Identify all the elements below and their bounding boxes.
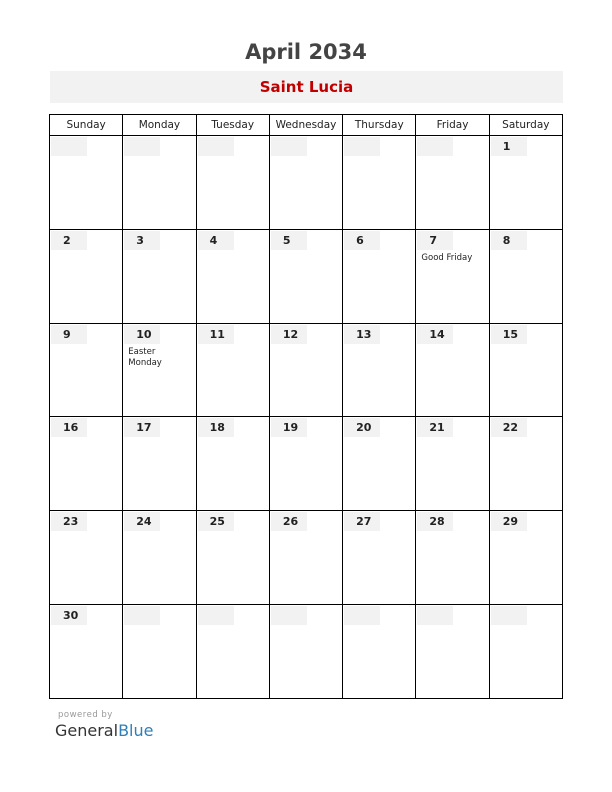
brand-blue: Blue [118,721,154,740]
day-cell [50,417,123,511]
day-number: 14 [417,325,453,344]
empty-day-cell [123,136,196,230]
day-number: 20 [344,418,380,437]
weekday-thursday: Thursday [343,115,416,136]
day-number: 11 [198,325,234,344]
day-number: 12 [271,325,307,344]
day-number [271,606,307,625]
day-number: 3 [124,231,160,250]
day-number: 7 [417,231,453,250]
day-number: 16 [51,418,87,437]
day-number [198,606,234,625]
weekday-monday: Monday [123,115,196,136]
day-cell [489,136,562,230]
powered-by-text: powered by [58,710,113,720]
holiday-label: Easter Monday [128,346,162,368]
weekday-wednesday: Wednesday [269,115,342,136]
empty-day-cell [416,136,489,230]
day-number: 1 [491,137,527,156]
week-row [50,605,563,699]
day-number: 9 [51,325,87,344]
empty-day-cell [269,136,342,230]
day-cell [489,229,562,323]
day-cell [489,511,562,605]
day-cell [269,323,342,417]
day-number [124,137,160,156]
weekday-friday: Friday [416,115,489,136]
empty-day-cell [489,605,562,699]
week-row [50,417,563,511]
country-band [50,71,563,103]
day-cell [196,323,269,417]
day-number: 2 [51,231,87,250]
day-cell [123,323,196,417]
day-cell [196,417,269,511]
day-number [344,606,380,625]
day-number: 21 [417,418,453,437]
day-cell [416,417,489,511]
day-number [344,137,380,156]
day-number: 8 [491,231,527,250]
day-number: 24 [124,512,160,531]
day-cell [343,511,416,605]
day-cell [123,417,196,511]
weekday-tuesday: Tuesday [196,115,269,136]
day-cell [269,229,342,323]
empty-day-cell [343,136,416,230]
day-number: 28 [417,512,453,531]
day-cell [50,605,123,699]
empty-day-cell [416,605,489,699]
day-number: 10 [124,325,160,344]
day-cell [489,323,562,417]
day-number: 29 [491,512,527,531]
holiday-label: Good Friday [421,252,473,263]
page-title: April 2034 [245,40,367,64]
week-row [50,136,563,230]
day-cell [416,229,489,323]
day-number [124,606,160,625]
day-number: 25 [198,512,234,531]
day-number: 26 [271,512,307,531]
empty-day-cell [50,136,123,230]
generalblue-logo [55,721,153,740]
day-cell [123,229,196,323]
day-cell [50,511,123,605]
day-cell [343,229,416,323]
day-cell [343,323,416,417]
weekday-sunday: Sunday [50,115,123,136]
day-number: 22 [491,418,527,437]
day-number: 5 [271,231,307,250]
day-number [51,137,87,156]
day-cell [123,511,196,605]
day-number: 13 [344,325,380,344]
empty-day-cell [123,605,196,699]
empty-day-cell [343,605,416,699]
week-row [50,229,563,323]
day-number: 18 [198,418,234,437]
day-number [417,137,453,156]
country-name: Saint Lucia [259,78,354,96]
empty-day-cell [196,605,269,699]
day-cell [343,417,416,511]
day-cell [416,323,489,417]
day-cell [196,511,269,605]
day-number [198,137,234,156]
day-cell [50,323,123,417]
empty-day-cell [269,605,342,699]
day-number [491,606,527,625]
day-number: 17 [124,418,160,437]
day-cell [269,511,342,605]
day-cell [489,417,562,511]
day-number: 15 [491,325,527,344]
day-number: 4 [198,231,234,250]
day-number: 23 [51,512,87,531]
brand-general: General [55,721,119,740]
week-row [50,511,563,605]
day-cell [196,229,269,323]
empty-day-cell [196,136,269,230]
weekday-header-row [50,115,563,136]
day-cell [269,417,342,511]
day-number: 30 [51,606,87,625]
day-number: 27 [344,512,380,531]
day-number: 19 [271,418,307,437]
day-number [417,606,453,625]
day-number: 6 [344,231,380,250]
calendar-grid [49,114,563,699]
weekday-saturday: Saturday [489,115,562,136]
day-number [271,137,307,156]
day-cell [50,229,123,323]
week-row [50,323,563,417]
day-cell [416,511,489,605]
